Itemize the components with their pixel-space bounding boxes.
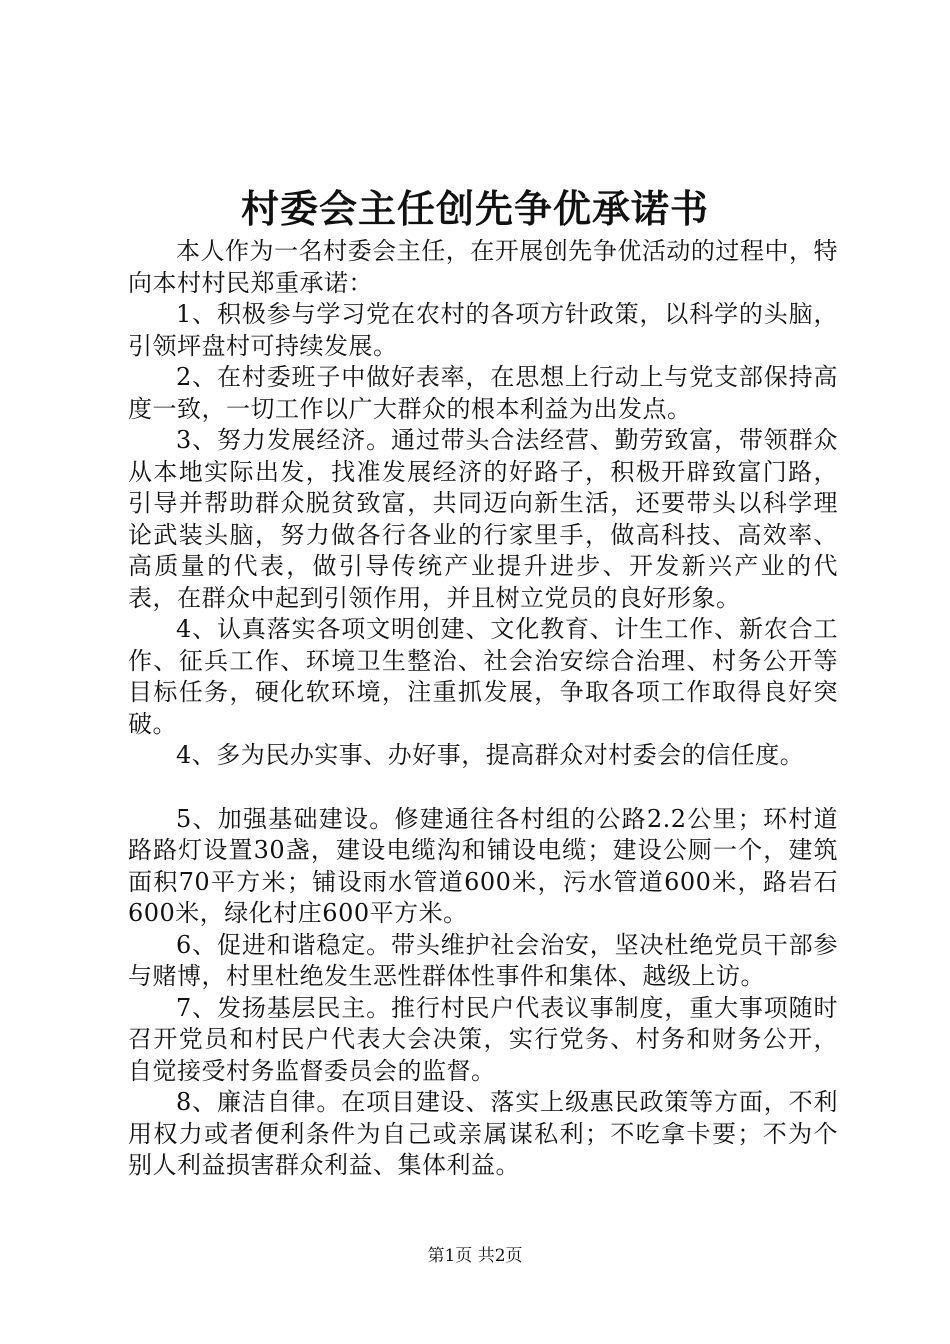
- paragraph-item-8: 8、廉洁自律。在项目建设、落实上级惠民政策等方面，不利用权力或者便利条件为自己或亲属谋私利；不吃拿卡要；不为个别人利益损害群众利益、集体利益。: [128, 1088, 838, 1179]
- paragraph-item-3: 3、努力发展经济。通过带头合法经营、勤劳致富，带领群众从本地实际出发，找准发展经济的好路子，积极开辟致富门路，引导并帮助群众脱贫致富，共同迈向新生活，还要带头以科学理论武装头脑，努力做各行各业的行家里手，做高科技、高效率、高质量的代表，做引导传统产业提升进步、开发新兴产业的代表，在群众中起到引领作用，并且树立党员的良好形象。: [128, 426, 838, 612]
- page-footer: 第1页 共2页: [427, 1246, 523, 1266]
- document-title: 村委会主任创先争优承诺书: [240, 186, 709, 231]
- paragraph-item-6: 6、促进和谐稳定。带头维护社会治安，坚决杜绝党员干部参与赌博，村里杜绝发生恶性群体性事件和集体、越级上访。: [128, 930, 838, 990]
- paragraph-item-1: 1、积极参与学习党在农村的各项方针政策，以科学的头脑，引领坪盘村可持续发展。: [128, 300, 838, 360]
- paragraph-item-7: 7、发扬基层民主。推行村民户代表议事制度，重大事项随时召开党员和村民户代表大会决策，实行党务、村务和财务公开，自觉接受村务监督委员会的监督。: [128, 993, 838, 1085]
- paragraph-item-5: 5、加强基础建设。修建通往各村组的公路2.2公里；环村道路路灯设置30盏，建设电缆沟和铺设电缆；建设公厕一个，建筑面积70平方米；铺设雨水管道600米，污水管道600米，路岩石600米，绿化村庄600平方米。: [128, 804, 838, 927]
- paragraph-item-4b: 4、多为民办实事、办好事，提高群众对村委会的信任度。: [176, 741, 805, 769]
- paragraph-intro: 本人作为一名村委会主任，在开展创先争优活动的过程中，特向本村村民郑重承诺：: [128, 237, 838, 297]
- paragraph-item-4a: 4、认真落实各项文明创建、文化教育、计生工作、新农合工作、征兵工作、环境卫生整治、社会治安综合治理、村务公开等目标任务，硬化软环境，注重抓发展，争取各项工作取得良好突破。: [128, 615, 838, 738]
- document-body: [128, 236, 838, 1182]
- paragraph-spacer: [128, 772, 838, 804]
- paragraph-item-2: 2、在村委班子中做好表率，在思想上行动上与党支部保持高度一致，一切工作以广大群众的根本利益为出发点。: [128, 363, 838, 423]
